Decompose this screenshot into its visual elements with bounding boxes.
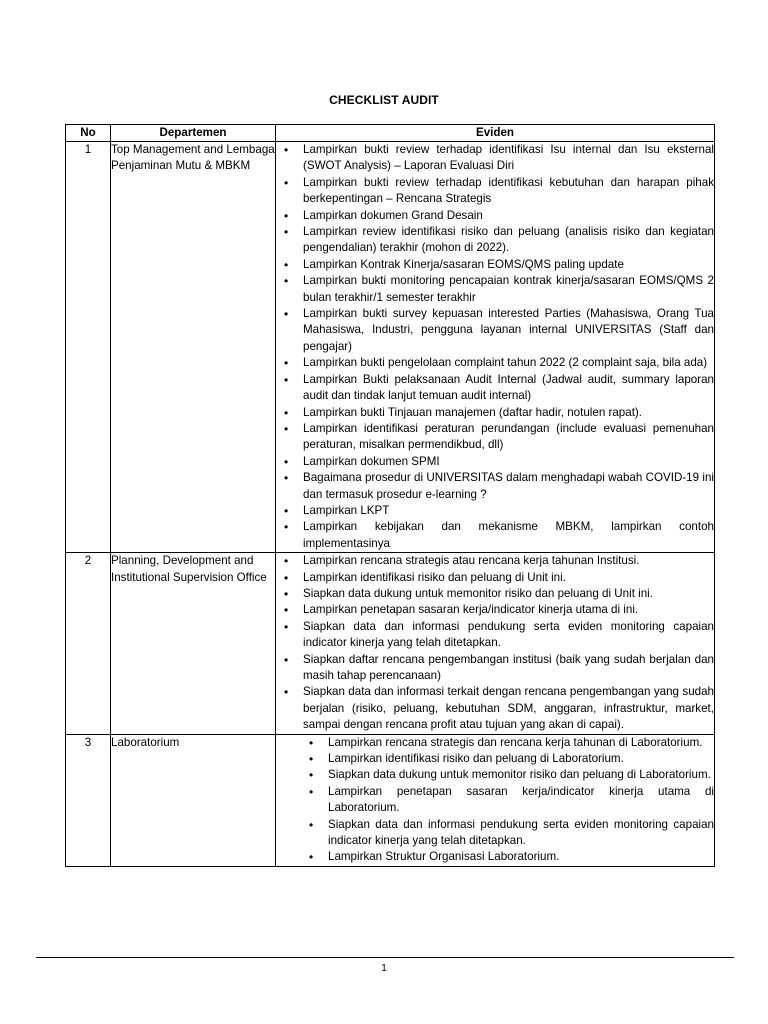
evidence-item: • Siapkan data dan informasi pendukung serta eviden monitoring capaian indicator kinerja yang telah ditetapkan. [276, 817, 714, 850]
footer-divider [36, 957, 734, 958]
row-number: 1 [66, 142, 111, 553]
evidence-item: • Siapkan daftar rencana pengembangan institusi (baik yang sudah berjalan dan masih tahap perencanaan) [276, 652, 714, 685]
evidence-item: • Bagaimana prosedur di UNIVERSITAS dalam menghadapi wabah COVID-19 ini dan termasuk prosedur e-learning ? [276, 470, 714, 503]
evidence-item: • Lampirkan Bukti pelaksanaan Audit Internal (Jadwal audit, summary laporan audit dan tindak lanjut temuan audit internal) [276, 372, 714, 405]
evidence-item: • Siapkan data dan informasi terkait dengan rencana pengembangan yang sudah berjalan (risiko, peluang, kebutuhan SDM, anggaran, infrastruktur, market, sampai dengan rencana profit atau tujuan yang akan di capai). [276, 684, 714, 733]
evidence-item: • Lampirkan penetapan sasaran kerja/indicator kinerja utama di Laboratorium. [276, 784, 714, 817]
evidence-list [276, 142, 714, 552]
evidence-item: • Lampirkan identifikasi risiko dan peluang di Laboratorium. [276, 751, 714, 767]
evidence-item: • Lampirkan bukti pengelolaan complaint tahun 2022 (2 complaint saja, bila ada) [276, 355, 714, 371]
evidence-item: • Lampirkan Struktur Organisasi Laboratorium. [276, 849, 714, 865]
evidence-item: • Lampirkan kebijakan dan mekanisme MBKM, lampirkan contoh implementasinya [276, 519, 714, 552]
row-number: 3 [66, 734, 111, 866]
header-eviden: Eviden [276, 125, 715, 142]
evidence-list [276, 735, 714, 866]
evidence-item: • Lampirkan penetapan sasaran kerja/indicator kinerja utama di ini. [276, 602, 714, 618]
document-title: CHECKLIST AUDIT [329, 93, 439, 107]
department-name: Planning, Development and Institutional Supervision Office [111, 553, 276, 734]
evidence-item: • Lampirkan dokumen Grand Desain [276, 208, 714, 224]
evidence-item: • Lampirkan bukti review terhadap identifikasi kebutuhan dan harapan pihak berkepentingan – Rencana Strategis [276, 175, 714, 208]
evidence-item: • Lampirkan rencana strategis dan rencana kerja tahunan di Laboratorium. [276, 735, 714, 751]
table-header-row [66, 125, 715, 142]
audit-checklist-table [65, 124, 715, 867]
evidence-item: • Lampirkan bukti survey kepuasan interested Parties (Mahasiswa, Orang Tua Mahasiswa, Industri, pengguna layanan internal UNIVERSITAS (Staff dan pengajar) [276, 306, 714, 355]
evidence-item: • Lampirkan Kontrak Kinerja/sasaran EOMS/QMS paling update [276, 257, 714, 273]
evidence-item: • Lampirkan identifikasi risiko dan peluang di Unit ini. [276, 570, 714, 586]
evidence-item: • Siapkan data dukung untuk memonitor risiko dan peluang di Laboratorium. [276, 767, 714, 783]
evidence-item: • Siapkan data dukung untuk memonitor risiko dan peluang di Unit ini. [276, 586, 714, 602]
evidence-list [276, 553, 714, 733]
table-row [66, 142, 715, 553]
evidence-item: • Siapkan data dan informasi pendukung serta eviden monitoring capaian indicator kinerja yang telah ditetapkan. [276, 619, 714, 652]
evidence-item: • Lampirkan bukti Tinjauan manajemen (daftar hadir, notulen rapat). [276, 405, 714, 421]
evidence-cell [276, 553, 715, 734]
row-number: 2 [66, 553, 111, 734]
evidence-item: • Lampirkan bukti monitoring pencapaian kontrak kinerja/sasaran EOMS/QMS 2 bulan terakhir/1 semester terakhir [276, 273, 714, 306]
page-number: 1 [381, 963, 387, 974]
department-name: Laboratorium [111, 734, 276, 866]
evidence-item: • Lampirkan identifikasi peraturan perundangan (include evaluasi pemenuhan peraturan, misalkan permendikbud, dll) [276, 421, 714, 454]
table-row [66, 553, 715, 734]
table-row [66, 734, 715, 866]
header-no: No [66, 125, 111, 142]
evidence-item: • Lampirkan rencana strategis atau rencana kerja tahunan Institusi. [276, 553, 714, 569]
evidence-item: • Lampirkan review identifikasi risiko dan peluang (analisis risiko dan kegiatan pengendalian) terakhir (mohon di 2022). [276, 224, 714, 257]
evidence-item: • Lampirkan bukti review terhadap identifikasi Isu internal dan Isu eksternal (SWOT Analysis) – Laporan Evaluasi Diri [276, 142, 714, 175]
evidence-item: • Lampirkan LKPT [276, 503, 714, 519]
evidence-cell [276, 142, 715, 553]
evidence-item: • Lampirkan dokumen SPMI [276, 454, 714, 470]
header-departemen: Departemen [111, 125, 276, 142]
department-name: Top Management and Lembaga Penjaminan Mutu & MBKM [111, 142, 276, 553]
evidence-cell [276, 734, 715, 866]
